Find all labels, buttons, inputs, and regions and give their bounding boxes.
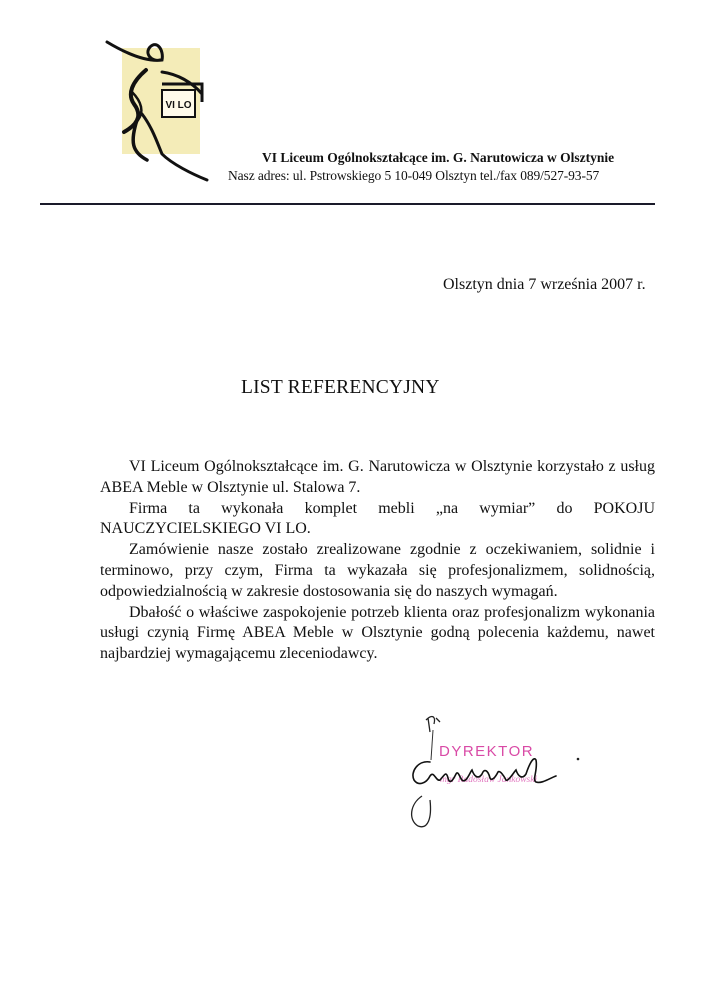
school-logo bbox=[102, 32, 222, 182]
school-address: Nasz adres: ul. Pstrowskiego 5 10-049 Olsztyn tel./fax 089/527-93-57 bbox=[228, 168, 600, 183]
paragraph-3: Zamówienie nasze zostało zrealizowane zgodnie z oczekiwaniem, solidnie i terminowo, przy czym, Firma ta wykazała się profesjonalizmem, solidnością, odpowiedzialnością w zakresie dostosowania się do naszych wymagań. bbox=[100, 541, 655, 600]
document-title: LIST REFERENCYJNY bbox=[241, 377, 440, 398]
vi-lo-runner-logo-icon bbox=[102, 32, 222, 182]
signature bbox=[400, 700, 600, 840]
stamp-role: DYREKTOR bbox=[439, 743, 535, 760]
handwritten-signature-icon bbox=[400, 700, 600, 840]
paragraph-4: Dbałość o właściwe zaspokojenie potrzeb klienta oraz profesjonalizm wykonania usługi czynią Firmę ABEA Meble w Olsztynie godną polecenia każdemu, nawet najbardziej wymagającemu zleceniodawcy. bbox=[100, 603, 655, 663]
date-line: Olsztyn dnia 7 września 2007 r. bbox=[443, 276, 646, 293]
header-divider bbox=[40, 203, 655, 205]
paragraph-2: Firma ta wykonała komplet mebli „na wymiar” do POKOJU NAUCZYCIELSKIEGO VI LO. bbox=[100, 499, 655, 538]
logo-text: VI LO bbox=[165, 100, 192, 111]
stamp-name: mgr Radosław Jankowski bbox=[440, 775, 538, 785]
school-name: VI Liceum Ogólnokształcące im. G. Narutowicza w Olsztynie bbox=[262, 150, 615, 165]
letter-body bbox=[100, 457, 655, 665]
paragraph-1: VI Liceum Ogólnokształcące im. G. Narutowicza w Olsztynie korzystało z usług ABEA Meble w Olsztynie ul. Stalowa 7. bbox=[100, 458, 655, 496]
